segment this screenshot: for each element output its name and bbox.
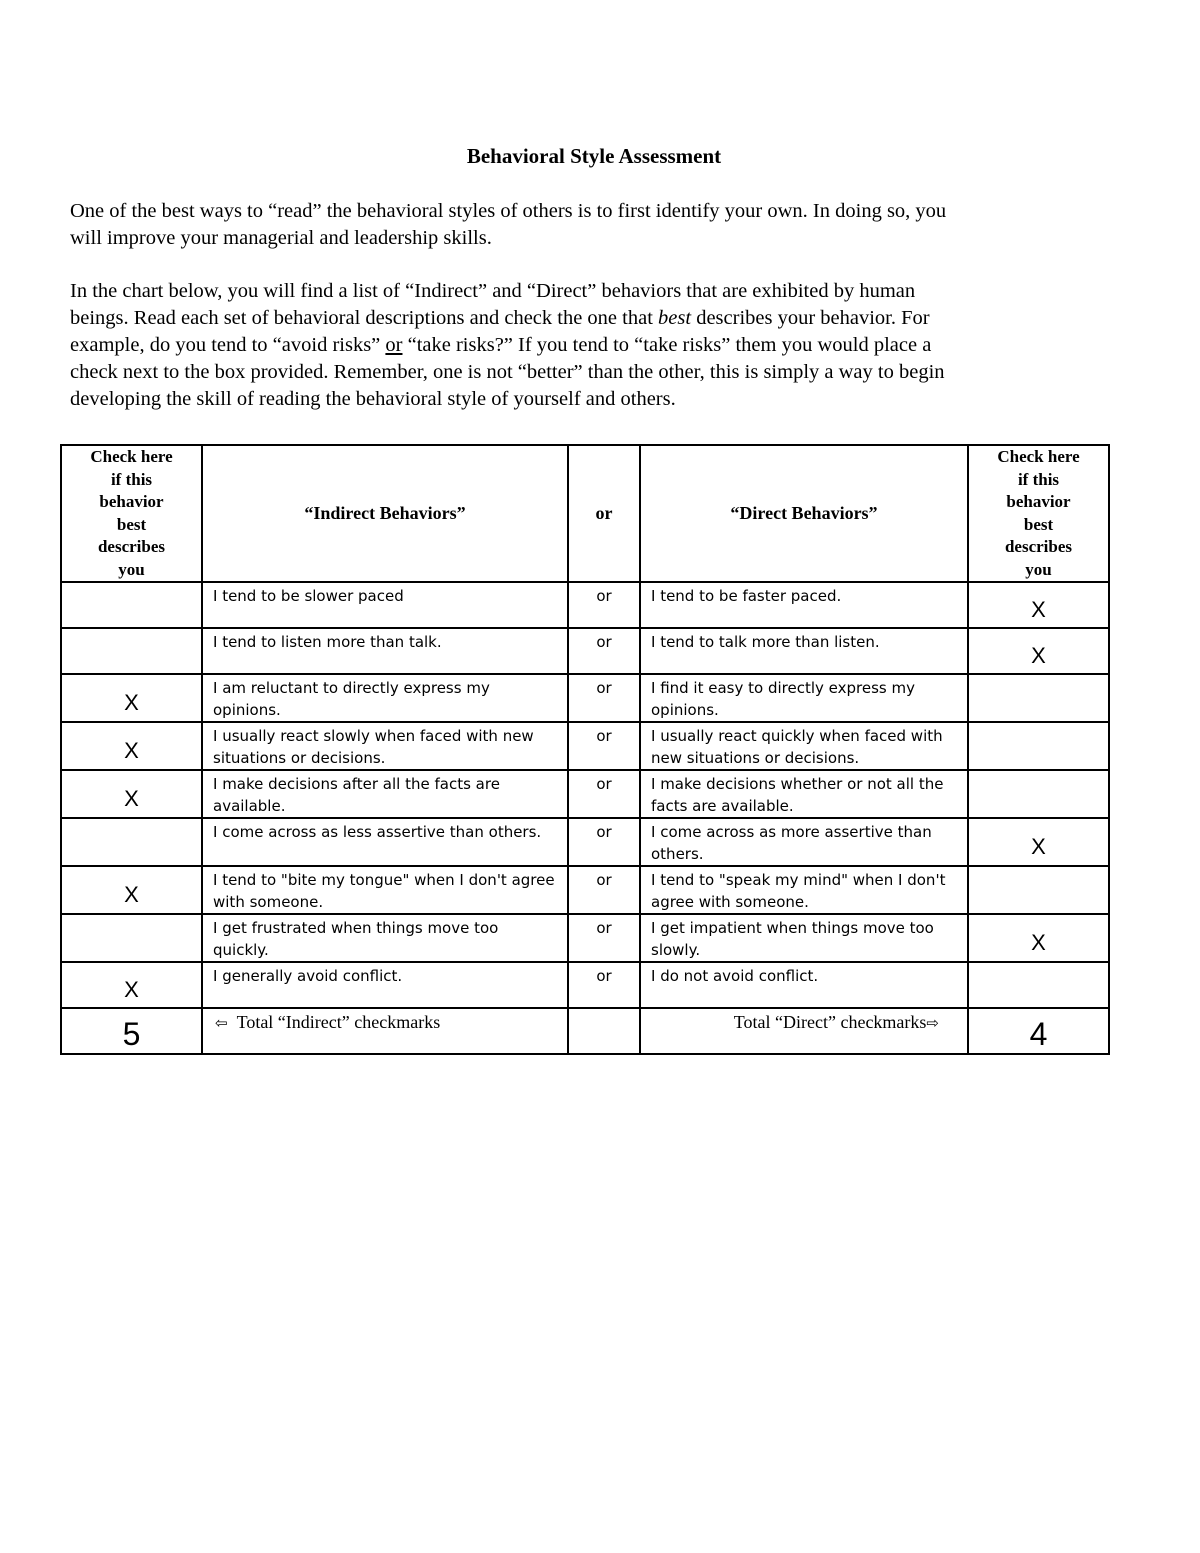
or-label: or <box>568 582 640 628</box>
direct-total-text: Total “Direct” checkmarks <box>733 1012 927 1032</box>
or-label: or <box>568 628 640 674</box>
direct-check-cell[interactable] <box>968 770 1109 818</box>
direct-behavior-text: I make decisions whether or not all the facts are available. <box>640 770 968 818</box>
instructions-line <box>70 332 1110 359</box>
or-label: or <box>568 866 640 914</box>
instructions-line: In the chart below, you will find a list of “Indirect” and “Direct” behaviors that are exhibited by human <box>70 280 916 302</box>
intro-line: One of the best ways to “read” the behavioral styles of others is to first identify your own. In doing so, you <box>70 200 947 222</box>
header-line: behavior <box>99 492 164 511</box>
right-arrow-icon: ⇨ <box>926 1014 939 1032</box>
header-line: describes <box>97 537 166 556</box>
header-line: you <box>118 559 145 579</box>
instructions-underlined-or: or <box>385 334 403 356</box>
instructions-paragraph <box>70 278 1110 413</box>
indirect-behavior-text: I make decisions after all the facts are available. <box>202 770 568 818</box>
direct-behavior-text: I get impatient when things move too slowly. <box>640 914 968 962</box>
indirect-check-cell[interactable]: X <box>61 722 202 770</box>
header-line: best <box>1023 514 1054 534</box>
table-row <box>61 866 1109 914</box>
direct-behavior-text: I come across as more assertive than others. <box>640 818 968 866</box>
indirect-total-text: Total “Indirect” checkmarks <box>236 1012 441 1032</box>
direct-check-cell[interactable]: X <box>968 628 1109 674</box>
direct-total-label <box>640 1008 968 1054</box>
or-label: or <box>568 818 640 866</box>
indirect-check-header <box>61 445 202 582</box>
or-label: or <box>568 722 640 770</box>
indirect-check-cell[interactable] <box>61 818 202 866</box>
direct-behaviors-header: “Direct Behaviors” <box>640 445 968 582</box>
totals-or-cell <box>568 1008 640 1054</box>
direct-check-cell[interactable] <box>968 722 1109 770</box>
instructions-line: developing the skill of reading the behavioral style of yourself and others. <box>70 388 676 410</box>
instructions-text: “take risks?” If you tend to “take risks” them you would place a <box>402 334 932 356</box>
table-header-row <box>61 445 1109 582</box>
instructions-line: check next to the box provided. Remember, one is not “better” than the other, this is simply a way to begin <box>70 361 945 383</box>
table-row <box>61 770 1109 818</box>
direct-check-cell[interactable] <box>968 674 1109 722</box>
instructions-text: example, do you tend to “avoid risks” <box>70 334 386 356</box>
indirect-check-cell[interactable]: X <box>61 770 202 818</box>
indirect-check-cell[interactable] <box>61 914 202 962</box>
instructions-line <box>70 305 1110 332</box>
direct-behavior-text: I tend to talk more than listen. <box>640 628 968 674</box>
direct-behavior-text: I tend to be faster paced. <box>640 582 968 628</box>
intro-line: will improve your managerial and leadership skills. <box>70 227 492 249</box>
direct-check-cell[interactable]: X <box>968 818 1109 866</box>
indirect-check-cell[interactable]: X <box>61 866 202 914</box>
document-title: Behavioral Style Assessment <box>466 144 722 168</box>
or-label: or <box>568 914 640 962</box>
indirect-total: 5 <box>61 1008 202 1054</box>
direct-check-cell[interactable] <box>968 962 1109 1008</box>
header-line: best <box>116 514 147 534</box>
direct-check-cell[interactable]: X <box>968 914 1109 962</box>
direct-check-cell[interactable] <box>968 866 1109 914</box>
direct-check-header <box>968 445 1109 582</box>
table-row <box>61 818 1109 866</box>
direct-behavior-text: I usually react quickly when faced with new situations or decisions. <box>640 722 968 770</box>
indirect-behavior-text: I usually react slowly when faced with new situations or decisions. <box>202 722 568 770</box>
indirect-behavior-text: I tend to listen more than talk. <box>202 628 568 674</box>
instructions-text: beings. Read each set of behavioral descriptions and check the one that <box>70 307 659 329</box>
indirect-behavior-text: I am reluctant to directly express my opinions. <box>202 674 568 722</box>
indirect-behavior-text: I come across as less assertive than others. <box>202 818 568 866</box>
or-label: or <box>568 962 640 1008</box>
or-label: or <box>568 770 640 818</box>
header-line: if this <box>110 469 153 489</box>
totals-row <box>61 1008 1109 1054</box>
direct-check-cell[interactable]: X <box>968 582 1109 628</box>
behavior-table <box>60 444 1110 1055</box>
indirect-check-cell[interactable]: X <box>61 674 202 722</box>
indirect-check-cell[interactable] <box>61 628 202 674</box>
table-row <box>61 722 1109 770</box>
table-row <box>61 674 1109 722</box>
indirect-check-cell[interactable]: X <box>61 962 202 1008</box>
instructions-emphasis: best <box>658 307 692 329</box>
direct-behavior-text: I tend to "speak my mind" when I don't agree with someone. <box>640 866 968 914</box>
direct-behavior-text: I do not avoid conflict. <box>640 962 968 1008</box>
intro-paragraph <box>70 198 1110 252</box>
indirect-behaviors-header: “Indirect Behaviors” <box>202 445 568 582</box>
header-line: behavior <box>1006 492 1071 511</box>
indirect-check-cell[interactable] <box>61 582 202 628</box>
indirect-total-label <box>202 1008 568 1054</box>
left-arrow-icon: ⇦ <box>215 1014 228 1032</box>
direct-behavior-text: I find it easy to directly express my opinions. <box>640 674 968 722</box>
header-line: Check here <box>90 447 173 466</box>
header-line: describes <box>1004 537 1073 556</box>
or-label: or <box>568 674 640 722</box>
table-row <box>61 914 1109 962</box>
indirect-behavior-text: I generally avoid conflict. <box>202 962 568 1008</box>
header-line: Check here <box>997 447 1080 466</box>
indirect-behavior-text: I tend to be slower paced <box>202 582 568 628</box>
header-line: if this <box>1017 469 1060 489</box>
indirect-behavior-text: I get frustrated when things move too quickly. <box>202 914 568 962</box>
table-row <box>61 962 1109 1008</box>
table-row <box>61 582 1109 628</box>
instructions-text: describes your behavior. For <box>691 307 930 329</box>
direct-total: 4 <box>968 1008 1109 1054</box>
indirect-behavior-text: I tend to "bite my tongue" when I don't agree with someone. <box>202 866 568 914</box>
table-row <box>61 628 1109 674</box>
or-header: or <box>568 445 640 582</box>
header-line: you <box>1025 559 1052 579</box>
